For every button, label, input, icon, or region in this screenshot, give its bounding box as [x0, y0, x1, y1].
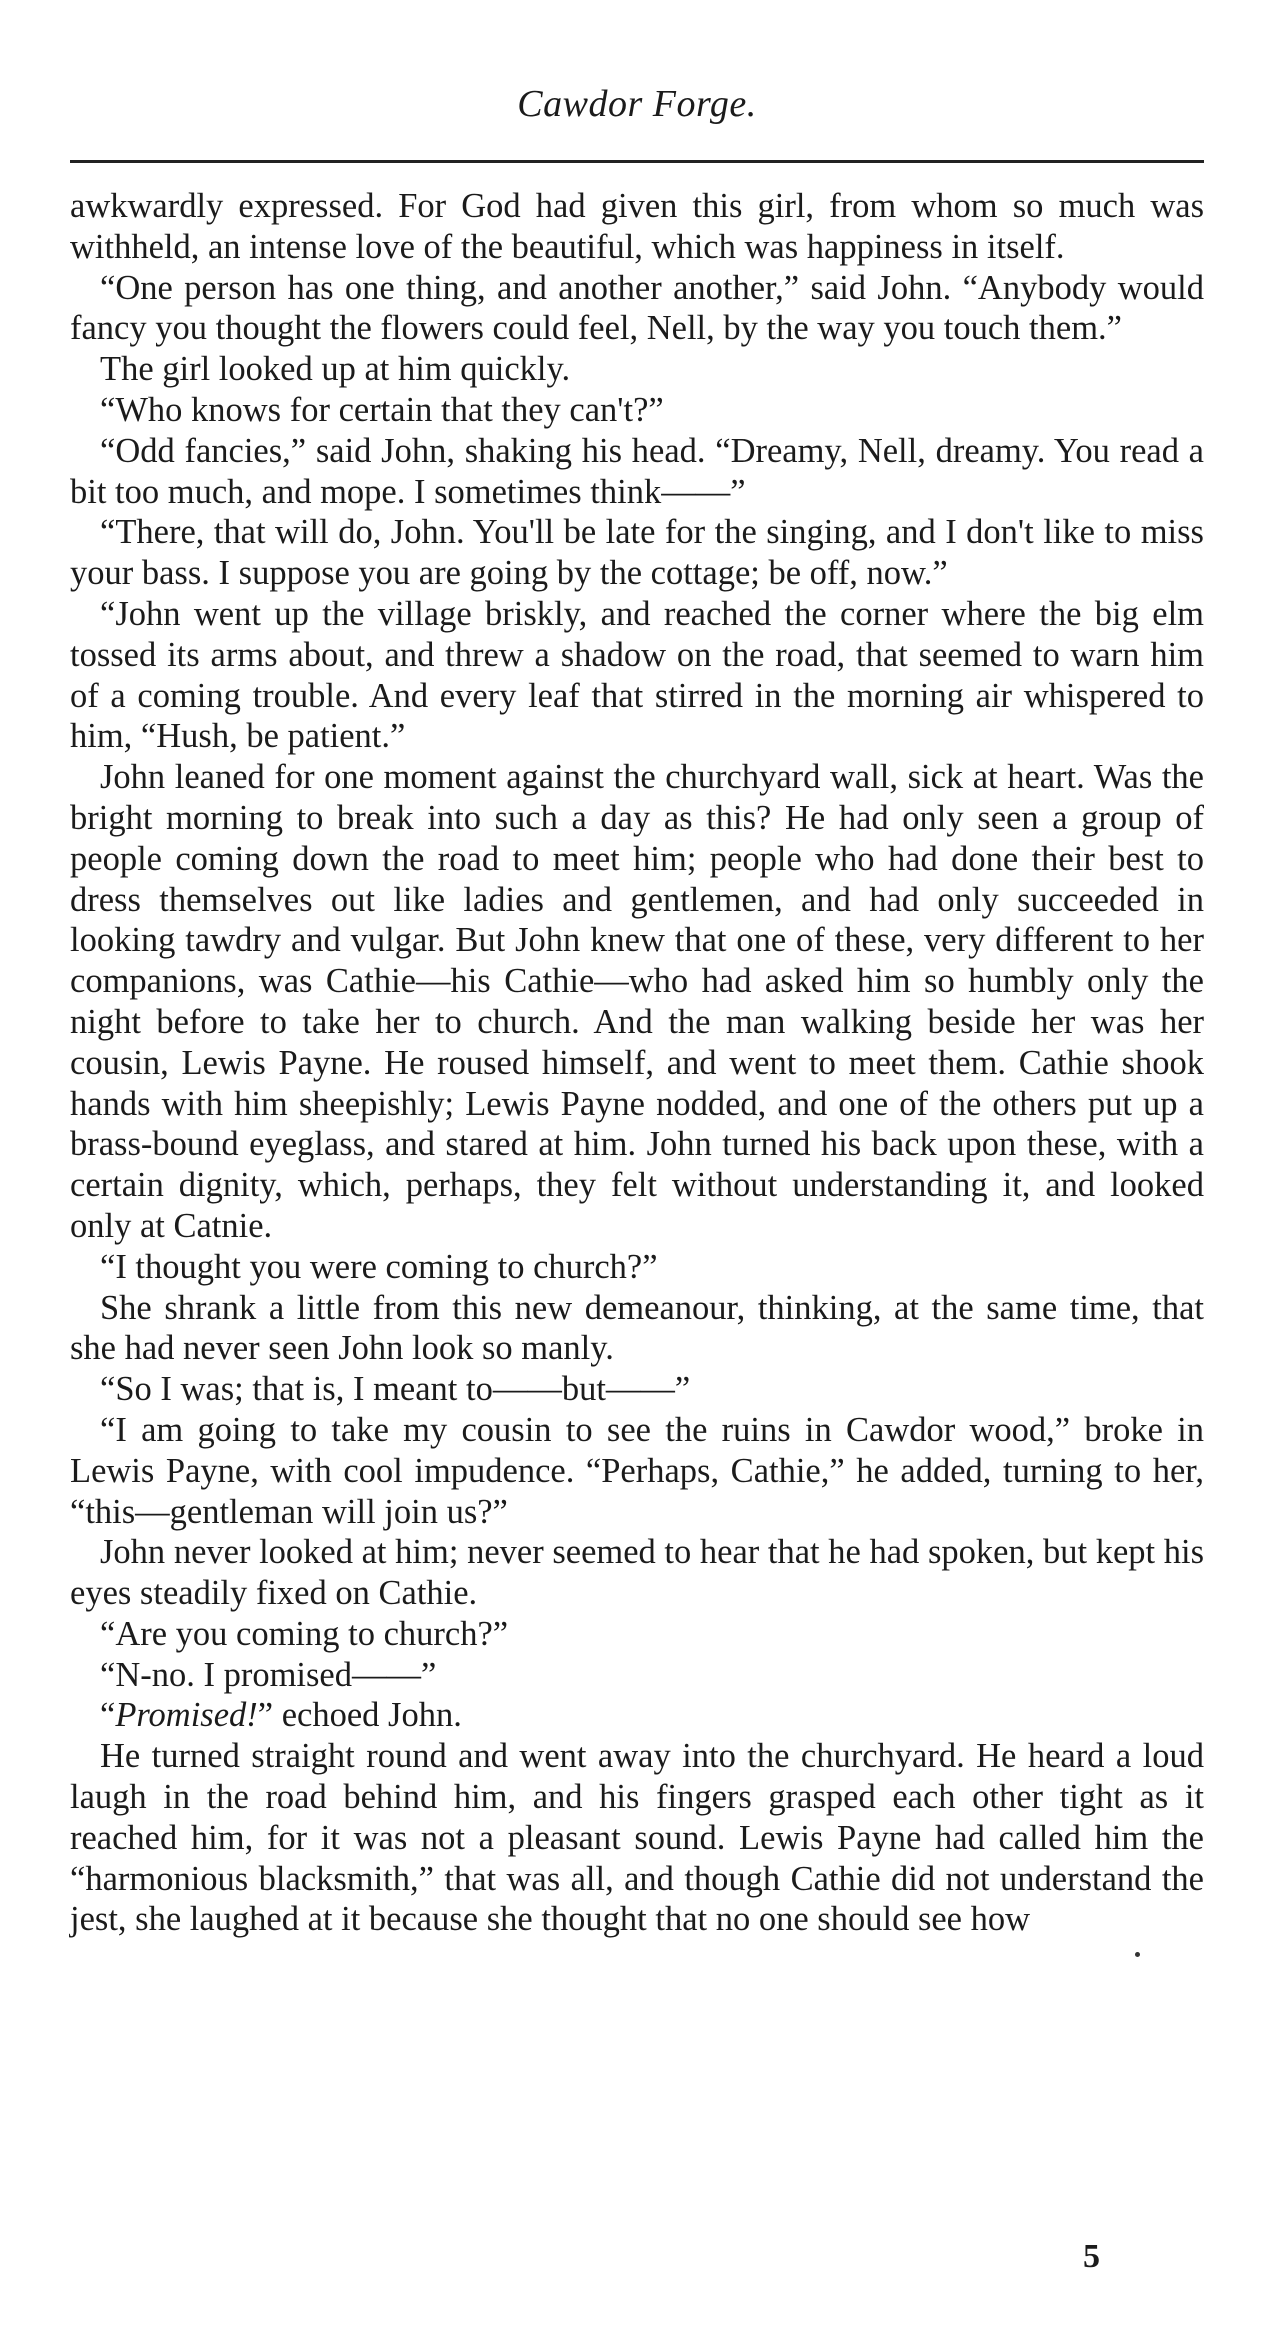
paragraph: “Odd fancies,” said John, shaking his head. “Dreamy, Nell, dreamy. You read a bit too much, and mope. I sometimes think——” [70, 431, 1204, 511]
paragraph: “I am going to take my cousin to see the ruins in Cawdor wood,” broke in Lewis Payne, with cool impudence. “Perhaps, Cathie,” he added, turning to her, “this—gentleman will join us?” [70, 1410, 1204, 1531]
book-page [70, 0, 1204, 2332]
paragraph: “One person has one thing, and another another,” said John. “Anybody would fancy you thought the flowers could feel, Nell, by the way you touch them.” [70, 268, 1204, 348]
paragraph: “So I was; that is, I meant to——but——” [100, 1370, 691, 1409]
running-head: Cawdor Forge. [517, 83, 757, 125]
paragraph: “I thought you were coming to church?” [100, 1247, 658, 1286]
paragraph: She shrank a little from this new demeanour, thinking, at the same time, that she had never seen John look so manly. [70, 1288, 1204, 1368]
paragraph: “Who knows for certain that they can't?” [100, 390, 664, 429]
paragraph: The girl looked up at him quickly. [100, 350, 571, 389]
paragraph: “John went up the village briskly, and reached the corner where the big elm tossed its arms about, and threw a shadow on the road, that seemed to warn him of a coming trouble. And every leaf that stirred in the morning air whispered to him, “Hush, be patient.” [70, 594, 1204, 756]
promised-rest: ” echoed John. [257, 1696, 462, 1735]
header-rule [70, 160, 1204, 163]
paragraph: He turned straight round and went away into the churchyard. He heard a loud laugh in the road behind him, and his fingers grasped each other tight as it reached him, for it was not a pleasant sound. Lewis Payne had called him the “harmonious blacksmith,” that was all, and though Cathie did not understand the jest, she laughed at it because she thought that no one should see how [70, 1737, 1204, 1939]
paragraph: “N-no. I promised——” [100, 1655, 437, 1694]
paragraph: awkwardly expressed. For God had given this girl, from whom so much was withheld, an intense love of the beautiful, which was happiness in itself. [70, 187, 1204, 266]
paragraph: John never looked at him; never seemed to hear that he had spoken, but kept his eyes steadily fixed on Cathie. [70, 1533, 1204, 1613]
page-number: 5 [1083, 2238, 1100, 2275]
ink-speck [1135, 1952, 1140, 1957]
paragraph: “Are you coming to church?” [100, 1614, 509, 1653]
paragraph: “There, that will do, John. You'll be late for the singing, and I don't like to miss your bass. I suppose you are going by the cottage; be off, now.” [70, 513, 1204, 593]
emphasis-promised: Promised! [115, 1696, 258, 1735]
open-quote: “ [100, 1696, 116, 1735]
body-text [70, 186, 1204, 1940]
paragraph: John leaned for one moment against the churchyard wall, sick at heart. Was the bright morning to break into such a day as this? He had only seen a group of people coming down the road to meet him; people who had done their best to dress themselves out like ladies and gentlemen, and had only succeeded in looking tawdry and vulgar. But John knew that one of these, very different to her companions, was Cathie—his Cathie—who had asked him so humbly only the night before to take her to church. And the man walking beside her was her cousin, Lewis Payne. He roused himself, and went to meet them. Cathie shook hands with him sheepishly; Lewis Payne nodded, and one of the others put up a brass-bound eyeglass, and stared at him. John turned his back upon these, with a certain dignity, which, perhaps, they felt without understanding it, and looked only at Catnie. [70, 758, 1204, 1245]
paragraph-promised [70, 1695, 1204, 1736]
